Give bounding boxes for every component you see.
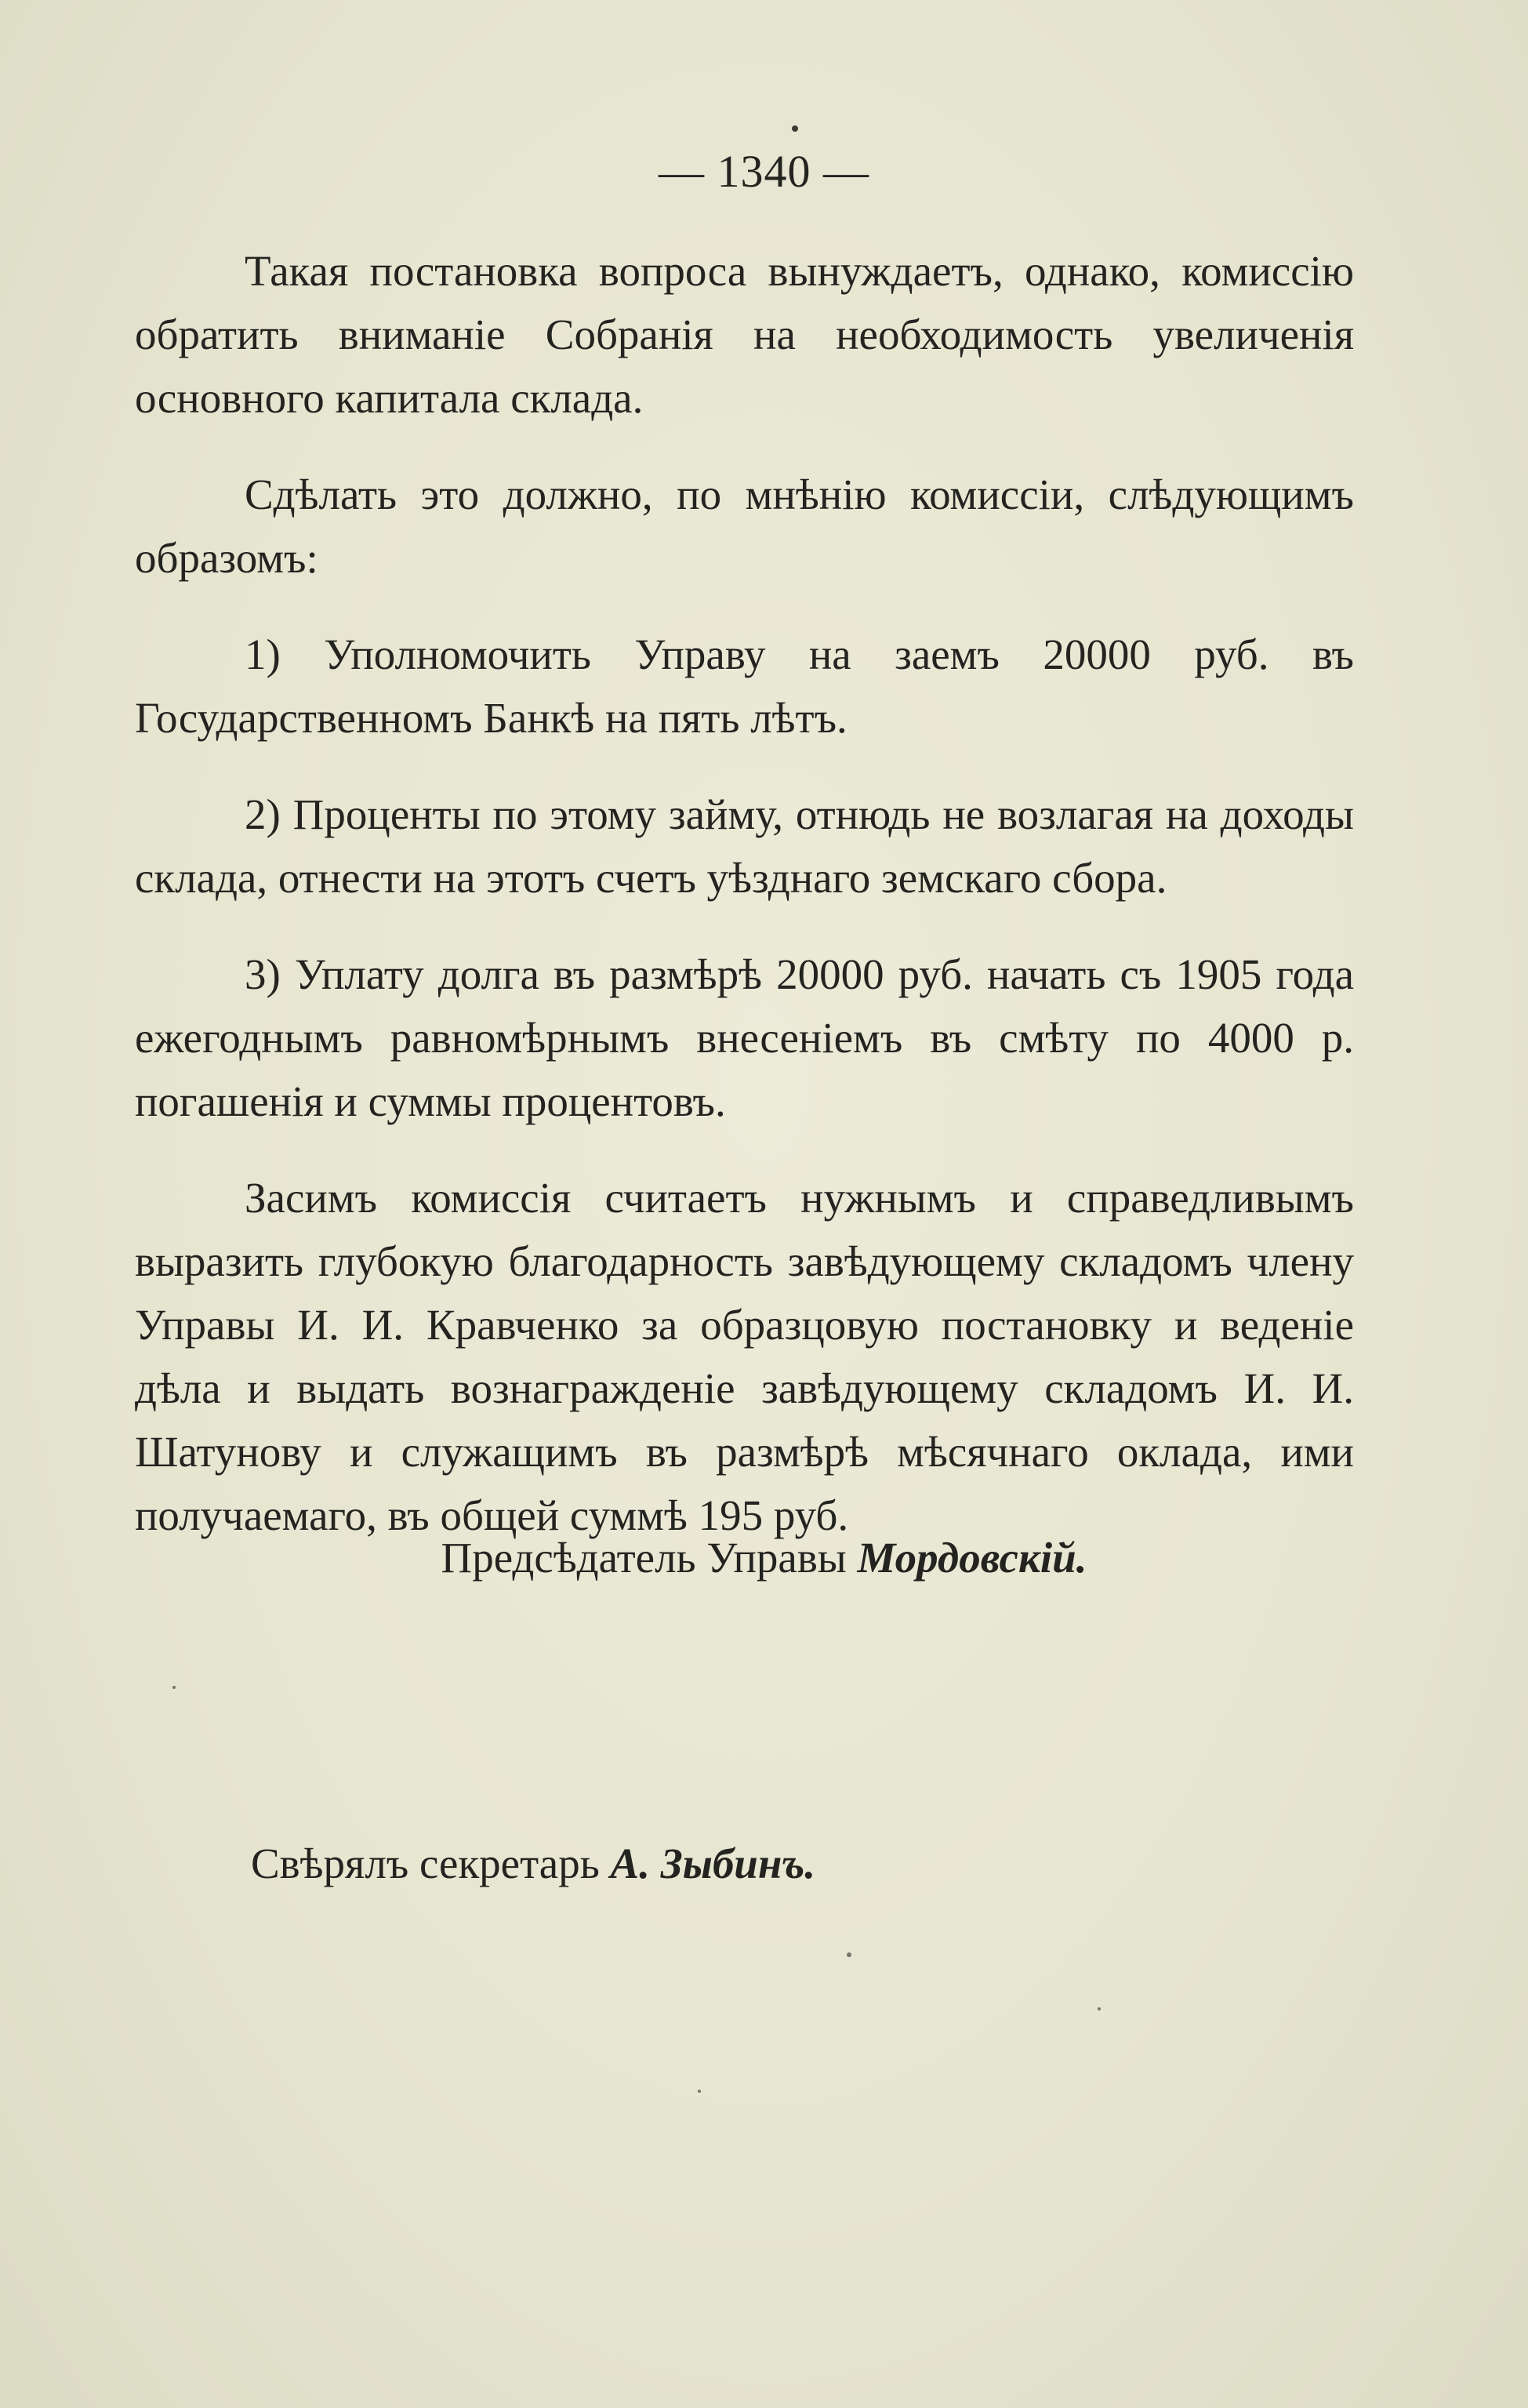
- chairman-label: Предсѣдатель Управы: [441, 1534, 847, 1582]
- paragraph-item-3: 3) Уплату долга въ размѣрѣ 20000 руб. начать съ 1905 года ежегоднымъ равномѣрнымъ внесеніемъ въ смѣту по 4000 р. погашенія и суммы процентовъ.: [135, 950, 1354, 1125]
- secretary-name: А. Зыбинъ.: [610, 1840, 816, 1887]
- chairman-signature-line: [0, 1533, 1528, 1582]
- print-speck: [1098, 2007, 1101, 2010]
- paragraph-gratitude: Засимъ комиссія считаетъ нужнымъ и справедливымъ выразить глубокую благодарность завѣдующему складомъ члену Управы И. И. Кравченко за образцовую постановку и веденіе дѣла и выдать вознагражденіе завѣдующему складомъ И. И. Шатунову и служащимъ въ размѣрѣ мѣсячнаго оклада, ими получаемаго, въ общей суммѣ 195 руб.: [135, 1174, 1354, 1539]
- secretary-signature-line: [251, 1839, 815, 1888]
- print-speck: [792, 125, 798, 132]
- page-number: — 1340 —: [659, 146, 869, 197]
- chairman-name: Мордовскій.: [857, 1534, 1087, 1582]
- paragraph-item-2: 2) Проценты по этому займу, отнюдь не возлагая на доходы склада, отнести на этотъ счетъ уѣзднаго земскаго сбора.: [135, 790, 1354, 902]
- print-speck: [172, 1686, 176, 1689]
- paragraph-proposal: Сдѣлать это должно, по мнѣнію комиссіи, слѣдующимъ образомъ:: [135, 470, 1354, 582]
- print-speck: [698, 2090, 701, 2093]
- secretary-label: Свѣрялъ секретарь: [251, 1840, 600, 1887]
- paragraph-item-1: 1) Уполномочить Управу на заемъ 20000 руб. въ Государственномъ Банкѣ на пять лѣтъ.: [135, 630, 1354, 742]
- document-body: [135, 239, 1354, 1580]
- print-speck: [847, 1952, 851, 1957]
- paragraph-intro: Такая постановка вопроса вынуждаетъ, однако, комиссію обратить вниманіе Собранія на необходимость увеличенія основного капитала склада.: [135, 247, 1354, 422]
